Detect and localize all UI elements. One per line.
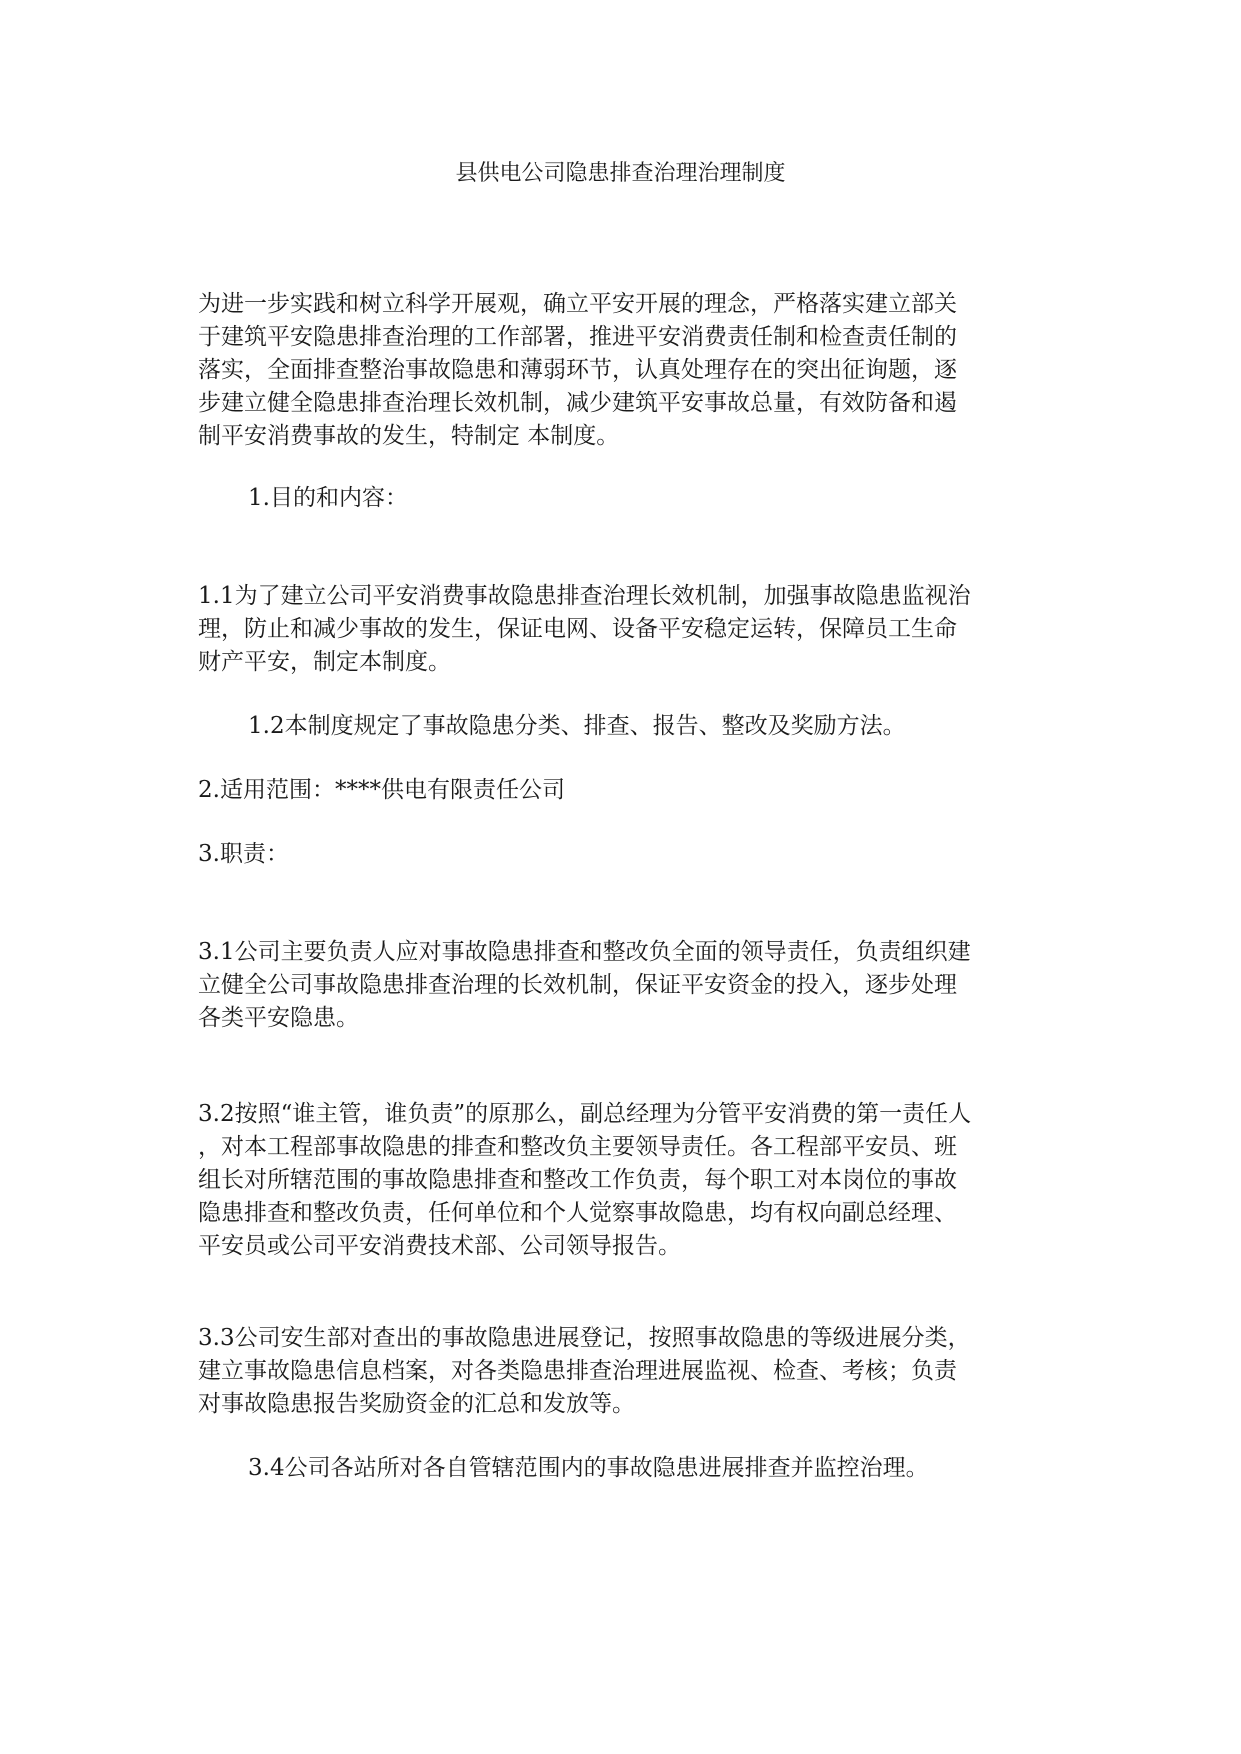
paragraph-line: 3.2按照“谁主管，谁负责”的原那么，副总经理为分管平安消费的第一责任人 (198, 1101, 972, 1127)
paragraph-line: 平安员或公司平安消费技术部、公司领导报告。 (198, 1233, 681, 1259)
intro-paragraph (198, 288, 957, 453)
paragraph-line: 各类平安隐患。 (198, 1005, 359, 1031)
paragraph-line: 制平安消费事故的发生，特制定 本制度。 (198, 423, 620, 449)
paragraph-line: 落实，全面排查整治事故隐患和薄弱环节，认真处理存在的突出征询题，逐 (198, 357, 957, 383)
paragraph-line: 建立事故隐患信息档案，对各类隐患排查治理进展监视、检查、考核；负责 (198, 1358, 957, 1384)
clause-1-1 (198, 580, 971, 679)
heading-line: 3.职责： (198, 841, 289, 867)
paragraph-line: 立健全公司事故隐患排查治理的长效机制，保证平安资金的投入，逐步处理 (198, 972, 957, 998)
paragraph-line: 3.1公司主要负责人应对事故隐患排查和整改负全面的领导责任，负责组织建 (198, 939, 971, 965)
clause-3-1 (198, 936, 971, 1035)
paragraph-line: 1.2本制度规定了事故隐患分类、排查、报告、整改及奖励方法。 (248, 713, 906, 739)
section-heading-2 (198, 774, 565, 807)
heading-line: 2.适用范围：****供电有限责任公司 (198, 777, 565, 803)
paragraph-line: 步建立健全隐患排查治理长效机制，减少建筑平安事故总量，有效防备和遏 (198, 390, 957, 416)
section-heading-1 (248, 482, 408, 515)
clause-3-3 (198, 1322, 971, 1421)
paragraph-line: 1.1为了建立公司平安消费事故隐患排查治理长效机制，加强事故隐患监视治 (198, 583, 971, 609)
document-title: 县供电公司隐患排查治理治理制度 (455, 161, 786, 186)
paragraph-line: 财产平安，制定本制度。 (198, 649, 451, 675)
section-heading-3 (198, 838, 289, 871)
paragraph-line: 于建筑平安隐患排查治理的工作部署，推进平安消费责任制和检查责任制的 (198, 324, 957, 350)
clause-3-4 (248, 1452, 929, 1485)
paragraph-line: 3.3公司安生部对查出的事故隐患进展登记，按照事故隐患的等级进展分类， (198, 1325, 971, 1351)
paragraph-line: 3.4公司各站所对各自管辖范围内的事故隐患进展排查并监控治理。 (248, 1455, 929, 1481)
clause-3-2 (198, 1098, 971, 1263)
paragraph-line: 组长对所辖范围的事故隐患排查和整改工作负责，每个职工对本岗位的事故 (198, 1167, 957, 1193)
paragraph-line: 理，防止和减少事故的发生，保证电网、设备平安稳定运转，保障员工生命 (198, 616, 957, 642)
paragraph-line: ，对本工程部事故隐患的排查和整改负主要领导责任。各工程部平安员、班 (198, 1134, 957, 1160)
clause-1-2 (248, 710, 906, 743)
paragraph-line: 对事故隐患报告奖励资金的汇总和发放等。 (198, 1391, 635, 1417)
paragraph-line: 为进一步实践和树立科学开展观，确立平安开展的理念，严格落实建立部关 (198, 291, 957, 317)
heading-line: 1.目的和内容： (248, 485, 408, 511)
paragraph-line: 隐患排查和整改负责，任何单位和个人觉察事故隐患，均有权向副总经理、 (198, 1200, 957, 1226)
